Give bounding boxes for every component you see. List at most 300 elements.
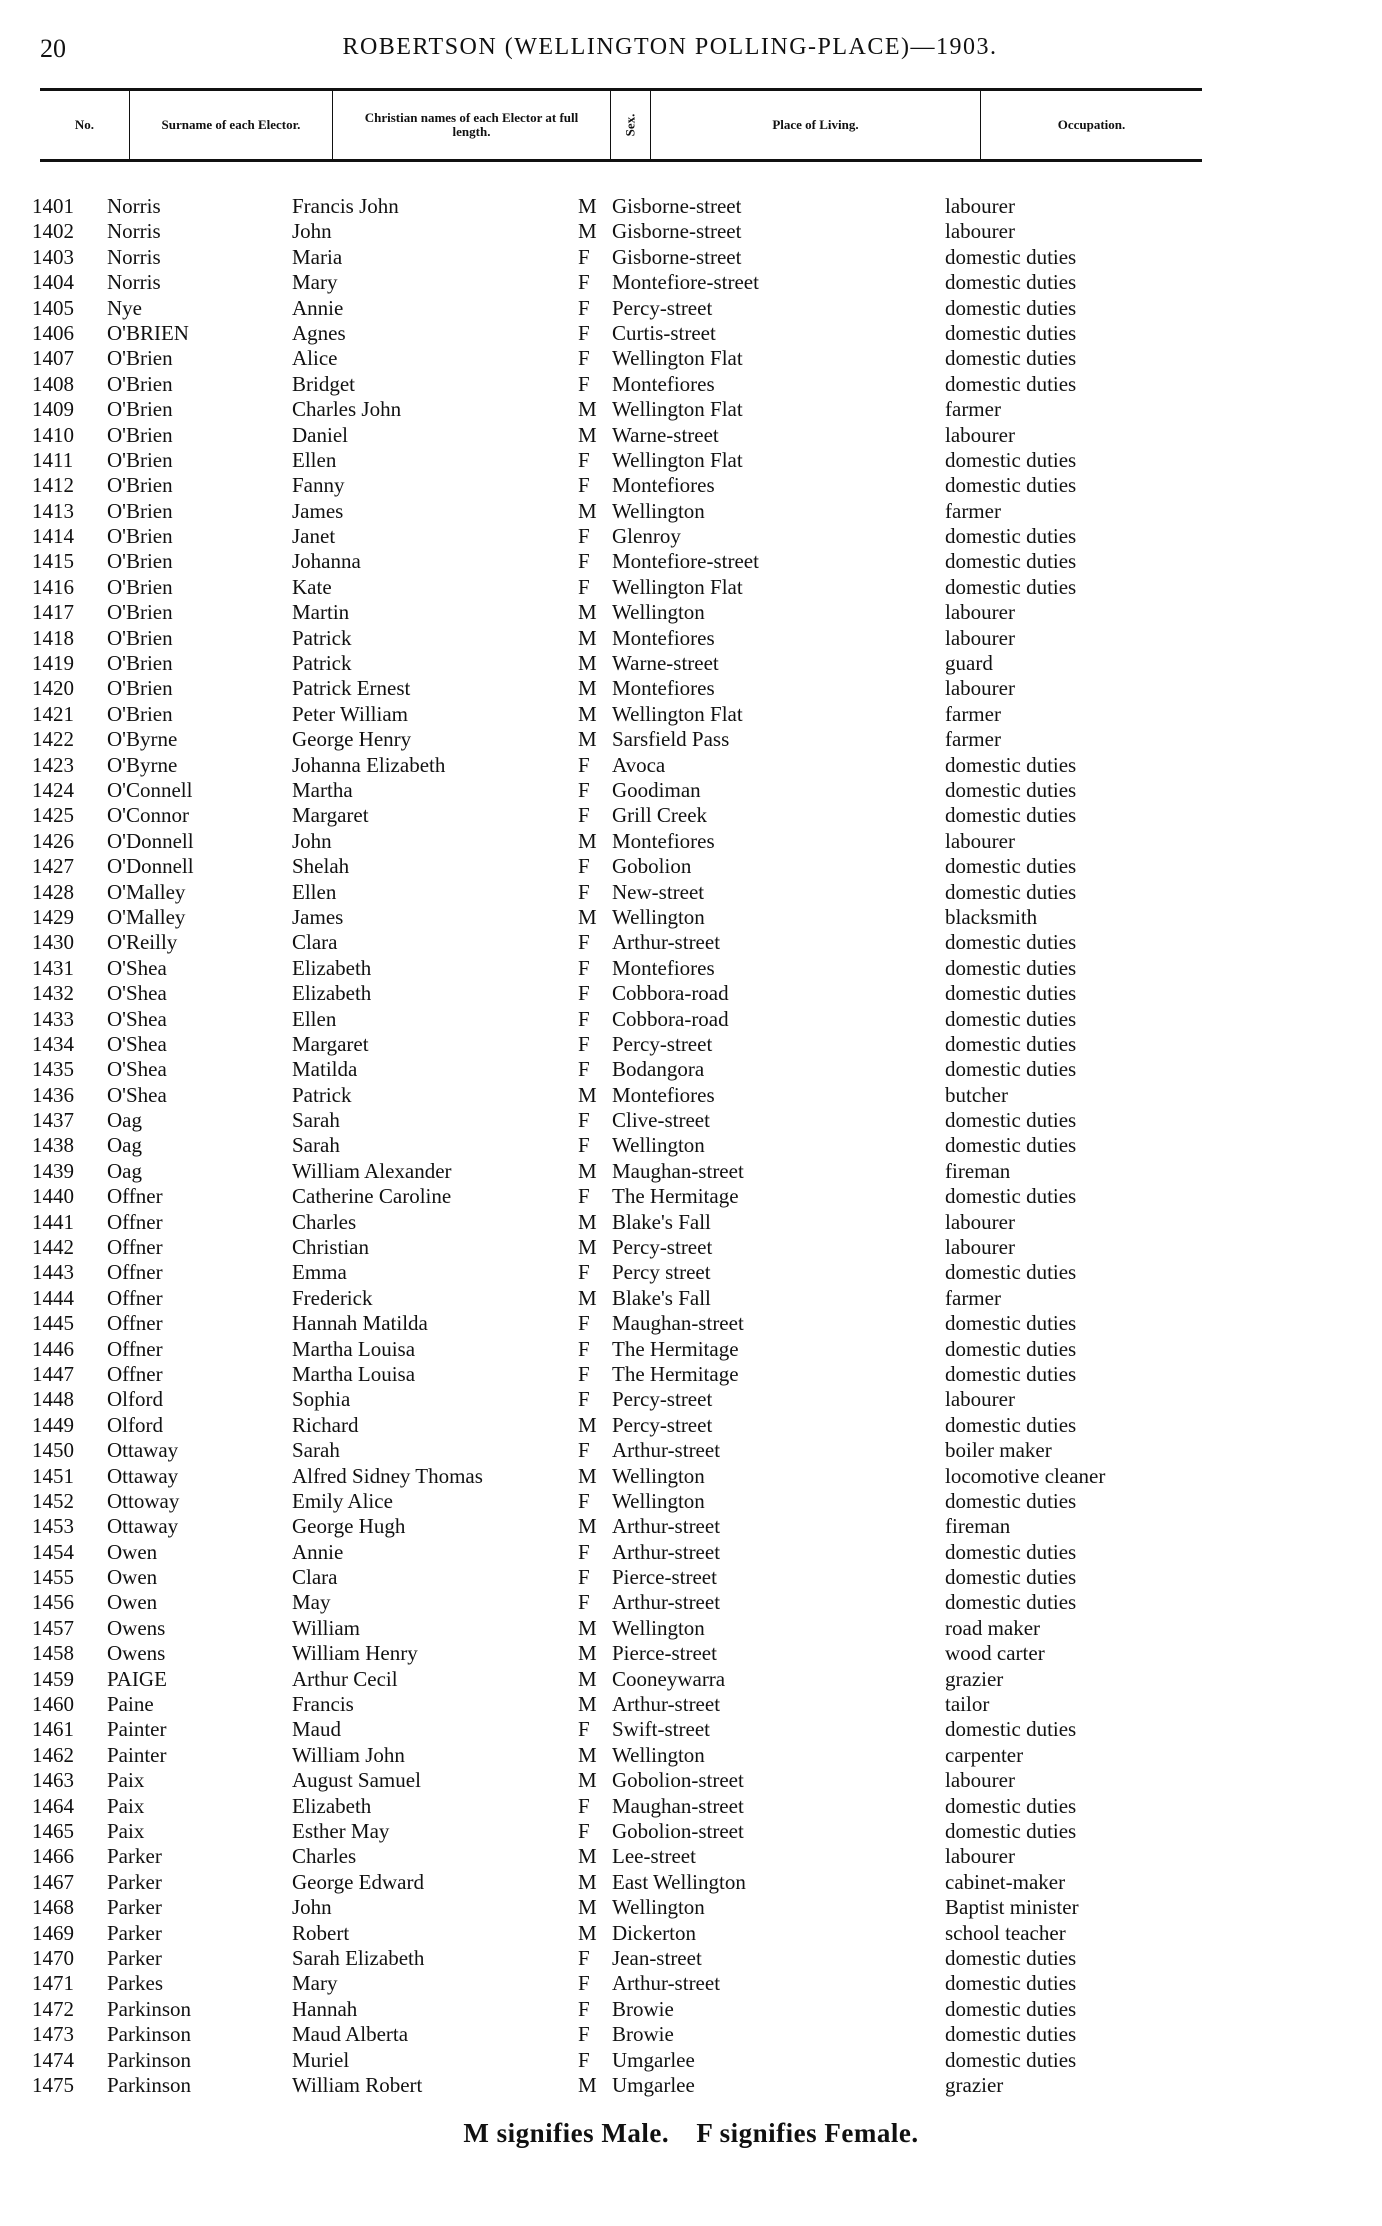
- elector-place: Wellington: [612, 498, 705, 523]
- elector-place: Wellington Flat: [612, 447, 743, 472]
- elector-number: 1402: [32, 219, 74, 244]
- elector-sex: M: [578, 676, 597, 701]
- elector-number: 1430: [32, 930, 74, 955]
- table-row: [0, 1616, 1382, 1641]
- elector-number: 1425: [32, 803, 74, 828]
- elector-christian-names: Francis John: [292, 194, 399, 218]
- elector-surname: O'Reilly: [107, 930, 178, 955]
- elector-sex: F: [578, 447, 590, 472]
- elector-sex: F: [578, 1539, 590, 1564]
- table-row: [0, 1032, 1382, 1057]
- table-row: [0, 880, 1382, 905]
- elector-place: Maughan-street: [612, 1793, 744, 1818]
- elector-sex: M: [578, 1844, 597, 1869]
- table-row: [0, 473, 1382, 498]
- elector-number: 1403: [32, 244, 74, 269]
- elector-sex: F: [578, 1184, 590, 1209]
- elector-place: Wellington: [612, 904, 705, 929]
- elector-christian-names: Fanny: [292, 473, 345, 498]
- elector-christian-names: Christian: [292, 1235, 369, 1260]
- elector-sex: F: [578, 955, 590, 980]
- elector-christian-names: William: [292, 1615, 360, 1640]
- table-row: [0, 296, 1382, 321]
- elector-sex: M: [578, 1158, 597, 1183]
- elector-sex: M: [578, 1235, 597, 1260]
- elector-place: The Hermitage: [612, 1361, 739, 1386]
- elector-sex: F: [578, 371, 590, 396]
- table-row: [0, 854, 1382, 879]
- elector-christian-names: Bridget: [292, 371, 355, 396]
- elector-number: 1444: [32, 1285, 74, 1310]
- elector-surname: O'Donnell: [107, 828, 194, 853]
- elector-sex: M: [578, 1615, 597, 1640]
- table-row: [0, 524, 1382, 549]
- table-row: [0, 372, 1382, 397]
- elector-place: Wellington: [612, 1895, 705, 1920]
- elector-number: 1465: [32, 1819, 74, 1843]
- elector-sex: F: [578, 1996, 590, 2021]
- elector-number: 1416: [32, 574, 74, 599]
- elector-sex: M: [578, 600, 597, 625]
- table-row: [0, 600, 1382, 625]
- elector-surname: Ottaway: [107, 1514, 179, 1539]
- table-row: [0, 1413, 1382, 1438]
- elector-number: 1464: [32, 1793, 74, 1818]
- elector-number: 1411: [32, 447, 74, 472]
- elector-sex: M: [578, 422, 597, 447]
- elector-place: Dickerton: [612, 1920, 696, 1945]
- elector-christian-names: Patrick: [292, 651, 352, 676]
- elector-number: 1429: [32, 904, 74, 929]
- header-no: No.: [40, 91, 130, 159]
- elector-number: 1421: [32, 701, 74, 726]
- table-row: [0, 1921, 1382, 1946]
- elector-surname: Parker: [107, 1945, 162, 1970]
- elector-place: Cooneywarra: [612, 1666, 726, 1691]
- table-row: [0, 397, 1382, 422]
- elector-number: 1401: [32, 194, 74, 218]
- table-row: [0, 499, 1382, 524]
- elector-place: Wellington Flat: [612, 397, 743, 422]
- elector-christian-names: Emily Alice: [292, 1488, 393, 1513]
- elector-surname: Parker: [107, 1844, 162, 1869]
- elector-surname: O'Shea: [107, 981, 167, 1006]
- elector-surname: O'Donnell: [107, 854, 194, 879]
- elector-place: East Wellington: [612, 1869, 746, 1894]
- elector-christian-names: Elizabeth: [292, 955, 372, 980]
- elector-christian-names: William Alexander: [292, 1158, 452, 1183]
- elector-occupation: domestic duties: [945, 371, 1077, 396]
- elector-occupation: domestic duties: [945, 854, 1077, 879]
- elector-occupation: domestic duties: [945, 777, 1077, 802]
- elector-occupation: domestic duties: [945, 1260, 1077, 1285]
- table-row: [0, 2048, 1382, 2073]
- table-row: [0, 1768, 1382, 1793]
- elector-christian-names: Ellen: [292, 1006, 337, 1031]
- table-row: [0, 1387, 1382, 1412]
- elector-place: Montefiores: [612, 473, 715, 498]
- table-row: [0, 956, 1382, 981]
- elector-surname: Parker: [107, 1920, 162, 1945]
- elector-occupation: domestic duties: [945, 1108, 1077, 1133]
- elector-number: 1407: [32, 346, 74, 371]
- elector-surname: Ottoway: [107, 1488, 180, 1513]
- table-row: [0, 626, 1382, 651]
- elector-place: Montefiore-street: [612, 270, 759, 295]
- elector-christian-names: Mary: [292, 270, 338, 295]
- elector-surname: Ottaway: [107, 1463, 179, 1488]
- elector-christian-names: Annie: [292, 1539, 344, 1564]
- elector-occupation: domestic duties: [945, 270, 1077, 295]
- elector-sex: M: [578, 701, 597, 726]
- elector-occupation: boiler maker: [945, 1438, 1052, 1463]
- header-surname: Surname of each Elector.: [130, 91, 333, 159]
- elector-occupation: domestic duties: [945, 1361, 1077, 1386]
- elector-surname: Offner: [107, 1285, 163, 1310]
- elector-number: 1449: [32, 1412, 74, 1437]
- elector-sex: F: [578, 1488, 590, 1513]
- elector-christian-names: Alice: [292, 346, 338, 371]
- table-row: [0, 1159, 1382, 1184]
- elector-christian-names: Charles John: [292, 397, 402, 422]
- elector-christian-names: Johanna: [292, 549, 361, 574]
- header-occupation: Occupation.: [1057, 117, 1126, 132]
- elector-occupation: domestic duties: [945, 1412, 1077, 1437]
- elector-christian-names: John: [292, 828, 332, 853]
- elector-number: 1456: [32, 1590, 74, 1615]
- elector-occupation: domestic duties: [945, 1819, 1077, 1843]
- elector-surname: O'Brien: [107, 676, 173, 701]
- elector-surname: Norris: [107, 219, 161, 244]
- elector-surname: Norris: [107, 270, 161, 295]
- elector-surname: Offner: [107, 1184, 163, 1209]
- elector-place: Gobolion-street: [612, 1819, 744, 1843]
- elector-sex: M: [578, 219, 597, 244]
- elector-occupation: domestic duties: [945, 1336, 1077, 1361]
- table-row: [0, 1895, 1382, 1920]
- elector-sex: F: [578, 1311, 590, 1336]
- elector-number: 1419: [32, 651, 74, 676]
- elector-place: Cobbora-road: [612, 981, 729, 1006]
- elector-occupation: domestic duties: [945, 1133, 1077, 1158]
- elector-surname: Offner: [107, 1336, 163, 1361]
- elector-place: Maughan-street: [612, 1158, 744, 1183]
- elector-occupation: domestic duties: [945, 1945, 1077, 1970]
- table-row: [0, 778, 1382, 803]
- elector-number: 1415: [32, 549, 74, 574]
- table-row: [0, 1565, 1382, 1590]
- elector-place: Cobbora-road: [612, 1006, 729, 1031]
- elector-surname: O'Brien: [107, 600, 173, 625]
- elector-sex: M: [578, 498, 597, 523]
- elector-christian-names: Janet: [292, 524, 336, 549]
- elector-sex: F: [578, 752, 590, 777]
- elector-surname: Paix: [107, 1768, 145, 1793]
- elector-number: 1442: [32, 1235, 74, 1260]
- elector-christian-names: Mary: [292, 1971, 338, 1996]
- elector-christian-names: William Robert: [292, 2072, 423, 2097]
- elector-christian-names: Patrick: [292, 1082, 352, 1107]
- elector-occupation: domestic duties: [945, 1590, 1077, 1615]
- elector-occupation: grazier: [945, 1666, 1004, 1691]
- elector-sex: F: [578, 854, 590, 879]
- elector-occupation: domestic duties: [945, 1311, 1077, 1336]
- elector-number: 1417: [32, 600, 74, 625]
- elector-occupation: labourer: [945, 194, 1015, 218]
- elector-sex: M: [578, 625, 597, 650]
- elector-surname: Nye: [107, 295, 142, 320]
- elector-surname: O'Shea: [107, 955, 167, 980]
- elector-number: 1408: [32, 371, 74, 396]
- elector-place: Browie: [612, 1996, 674, 2021]
- elector-place: Clive-street: [612, 1108, 710, 1133]
- table-row: [0, 1717, 1382, 1742]
- elector-number: 1455: [32, 1565, 74, 1590]
- elector-occupation: cabinet-maker: [945, 1869, 1066, 1894]
- running-title: ROBERTSON (WELLINGTON POLLING-PLACE)—1903.: [342, 34, 998, 60]
- table-row: [0, 1362, 1382, 1387]
- table-row: [0, 905, 1382, 930]
- elector-place: Wellington Flat: [612, 701, 743, 726]
- elector-number: 1472: [32, 1996, 74, 2021]
- elector-sex: F: [578, 1006, 590, 1031]
- elector-surname: Oag: [107, 1133, 142, 1158]
- elector-christian-names: Maud: [292, 1717, 341, 1742]
- elector-occupation: domestic duties: [945, 295, 1077, 320]
- elector-occupation: domestic duties: [945, 2022, 1077, 2047]
- elector-place: Sarsfield Pass: [612, 727, 730, 752]
- elector-christian-names: Peter William: [292, 701, 408, 726]
- elector-sex: M: [578, 1641, 597, 1666]
- elector-place: Glenroy: [612, 524, 681, 549]
- elector-number: 1443: [32, 1260, 74, 1285]
- table-row: [0, 930, 1382, 955]
- elector-number: 1426: [32, 828, 74, 853]
- elector-surname: O'BRIEN: [107, 320, 189, 345]
- elector-christian-names: Hannah Matilda: [292, 1311, 428, 1336]
- elector-surname: O'Brien: [107, 422, 173, 447]
- elector-sex: M: [578, 2072, 597, 2097]
- sex-legend: [0, 2118, 1382, 2149]
- elector-christian-names: Maria: [292, 244, 343, 269]
- table-row: [0, 1210, 1382, 1235]
- elector-occupation: domestic duties: [945, 955, 1077, 980]
- elector-sex: F: [578, 803, 590, 828]
- elector-occupation: tailor: [945, 1692, 990, 1717]
- elector-sex: F: [578, 1108, 590, 1133]
- table-row: [0, 1083, 1382, 1108]
- elector-surname: O'Brien: [107, 701, 173, 726]
- elector-surname: Oag: [107, 1158, 142, 1183]
- elector-christian-names: William Henry: [292, 1641, 418, 1666]
- elector-occupation: domestic duties: [945, 574, 1077, 599]
- elector-place: Percy-street: [612, 1031, 713, 1056]
- elector-sex: F: [578, 320, 590, 345]
- elector-occupation: labourer: [945, 1387, 1015, 1412]
- table-row: [0, 1590, 1382, 1615]
- elector-sex: F: [578, 1031, 590, 1056]
- elector-christian-names: Richard: [292, 1412, 359, 1437]
- elector-christian-names: Alfred Sidney Thomas: [292, 1463, 483, 1488]
- elector-occupation: domestic duties: [945, 320, 1077, 345]
- elector-number: 1475: [32, 2072, 74, 2097]
- elector-surname: O'Shea: [107, 1006, 167, 1031]
- elector-surname: Owen: [107, 1590, 158, 1615]
- elector-sex: F: [578, 930, 590, 955]
- elector-surname: Offner: [107, 1260, 163, 1285]
- elector-surname: O'Brien: [107, 371, 173, 396]
- elector-place: Gisborne-street: [612, 219, 742, 244]
- table-row: [0, 245, 1382, 270]
- elector-place: Montefiores: [612, 371, 715, 396]
- elector-surname: Parkinson: [107, 1996, 191, 2021]
- elector-christian-names: John: [292, 1895, 332, 1920]
- elector-sex: F: [578, 1819, 590, 1843]
- elector-christian-names: Agnes: [292, 320, 346, 345]
- elector-christian-names: Ellen: [292, 879, 337, 904]
- elector-surname: Oag: [107, 1108, 142, 1133]
- elector-sex: F: [578, 1717, 590, 1742]
- elector-number: 1413: [32, 498, 74, 523]
- elector-place: Maughan-street: [612, 1311, 744, 1336]
- elector-sex: F: [578, 549, 590, 574]
- table-row: [0, 194, 1382, 219]
- legend-male: M signifies Male.: [463, 2118, 670, 2148]
- elector-sex: F: [578, 1793, 590, 1818]
- elector-number: 1458: [32, 1641, 74, 1666]
- table-row: [0, 1743, 1382, 1768]
- elector-christian-names: Maud Alberta: [292, 2022, 409, 2047]
- elector-occupation: farmer: [945, 701, 1001, 726]
- elector-number: 1460: [32, 1692, 74, 1717]
- elector-occupation: domestic duties: [945, 1539, 1077, 1564]
- elector-number: 1461: [32, 1717, 74, 1742]
- table-row: [0, 549, 1382, 574]
- elector-surname: Norris: [107, 194, 161, 218]
- elector-place: Percy-street: [612, 1412, 713, 1437]
- elector-place: Pierce-street: [612, 1565, 717, 1590]
- elector-number: 1452: [32, 1488, 74, 1513]
- elector-christian-names: Martha: [292, 777, 353, 802]
- table-row: [0, 1007, 1382, 1032]
- elector-occupation: domestic duties: [945, 1057, 1077, 1082]
- elector-christian-names: Arthur Cecil: [292, 1666, 398, 1691]
- elector-occupation: road maker: [945, 1615, 1041, 1640]
- elector-number: 1467: [32, 1869, 74, 1894]
- elector-surname: O'Brien: [107, 651, 173, 676]
- elector-occupation: domestic duties: [945, 1996, 1077, 2021]
- elector-surname: Parker: [107, 1869, 162, 1894]
- elector-sex: M: [578, 1463, 597, 1488]
- elector-place: Gobolion: [612, 854, 692, 879]
- elector-christian-names: Johanna Elizabeth: [292, 752, 446, 777]
- elector-christian-names: Clara: [292, 930, 338, 955]
- elector-occupation: grazier: [945, 2072, 1004, 2097]
- table-row: [0, 448, 1382, 473]
- elector-surname: O'Malley: [107, 904, 186, 929]
- table-row: [0, 702, 1382, 727]
- elector-occupation: labourer: [945, 625, 1015, 650]
- elector-sex: F: [578, 1057, 590, 1082]
- elector-christian-names: James: [292, 498, 344, 523]
- elector-place: Percy street: [612, 1260, 711, 1285]
- elector-surname: Owen: [107, 1539, 158, 1564]
- elector-number: 1432: [32, 981, 74, 1006]
- elector-surname: O'Shea: [107, 1057, 167, 1082]
- elector-number: 1433: [32, 1006, 74, 1031]
- elector-place: Percy-street: [612, 1235, 713, 1260]
- elector-place: Blake's Fall: [612, 1285, 711, 1310]
- elector-sex: F: [578, 1133, 590, 1158]
- elector-number: 1437: [32, 1108, 74, 1133]
- elector-christian-names: Esther May: [292, 1819, 390, 1843]
- table-row: [0, 2073, 1382, 2098]
- table-row: [0, 1971, 1382, 1996]
- table-row: [0, 1794, 1382, 1819]
- elector-sex: F: [578, 2047, 590, 2072]
- elector-occupation: domestic duties: [945, 930, 1077, 955]
- elector-sex: M: [578, 1869, 597, 1894]
- elector-sex: F: [578, 1387, 590, 1412]
- elector-place: Percy-street: [612, 295, 713, 320]
- legend-female: F signifies Female.: [696, 2118, 919, 2148]
- table-row: [0, 270, 1382, 295]
- elector-place: Percy-street: [612, 1387, 713, 1412]
- elector-occupation: carpenter: [945, 1742, 1024, 1767]
- elector-occupation: butcher: [945, 1082, 1008, 1107]
- elector-surname: O'Brien: [107, 346, 173, 371]
- elector-number: 1410: [32, 422, 74, 447]
- elector-occupation: labourer: [945, 600, 1015, 625]
- elector-number: 1420: [32, 676, 74, 701]
- elector-christian-names: Margaret: [292, 1031, 369, 1056]
- elector-occupation: labourer: [945, 676, 1015, 701]
- elector-surname: O'Shea: [107, 1082, 167, 1107]
- table-row: [0, 1464, 1382, 1489]
- elector-surname: O'Brien: [107, 447, 173, 472]
- table-header: [40, 88, 1202, 162]
- elector-number: 1451: [32, 1463, 74, 1488]
- elector-occupation: domestic duties: [945, 447, 1077, 472]
- table-row: [0, 321, 1382, 346]
- table-row: [0, 1057, 1382, 1082]
- elector-surname: Paix: [107, 1819, 145, 1843]
- elector-place: The Hermitage: [612, 1336, 739, 1361]
- elector-place: Montefiores: [612, 676, 715, 701]
- elector-christian-names: Martha Louisa: [292, 1361, 416, 1386]
- elector-occupation: domestic duties: [945, 346, 1077, 371]
- elector-occupation: domestic duties: [945, 524, 1077, 549]
- elector-sex: F: [578, 1945, 590, 1970]
- elector-number: 1441: [32, 1209, 74, 1234]
- elector-christian-names: Ellen: [292, 447, 337, 472]
- elector-number: 1427: [32, 854, 74, 879]
- elector-occupation: domestic duties: [945, 1006, 1077, 1031]
- elector-number: 1436: [32, 1082, 74, 1107]
- elector-number: 1405: [32, 295, 74, 320]
- table-row: [0, 346, 1382, 371]
- table-row: [0, 981, 1382, 1006]
- elector-number: 1468: [32, 1895, 74, 1920]
- elector-surname: O'Connell: [107, 777, 193, 802]
- elector-place: Umgarlee: [612, 2047, 695, 2072]
- elector-place: Montefiores: [612, 625, 715, 650]
- elector-surname: Painter: [107, 1717, 167, 1742]
- elector-surname: Offner: [107, 1311, 163, 1336]
- table-row: [0, 1235, 1382, 1260]
- elector-surname: Parkinson: [107, 2072, 191, 2097]
- elector-christian-names: Elizabeth: [292, 981, 372, 1006]
